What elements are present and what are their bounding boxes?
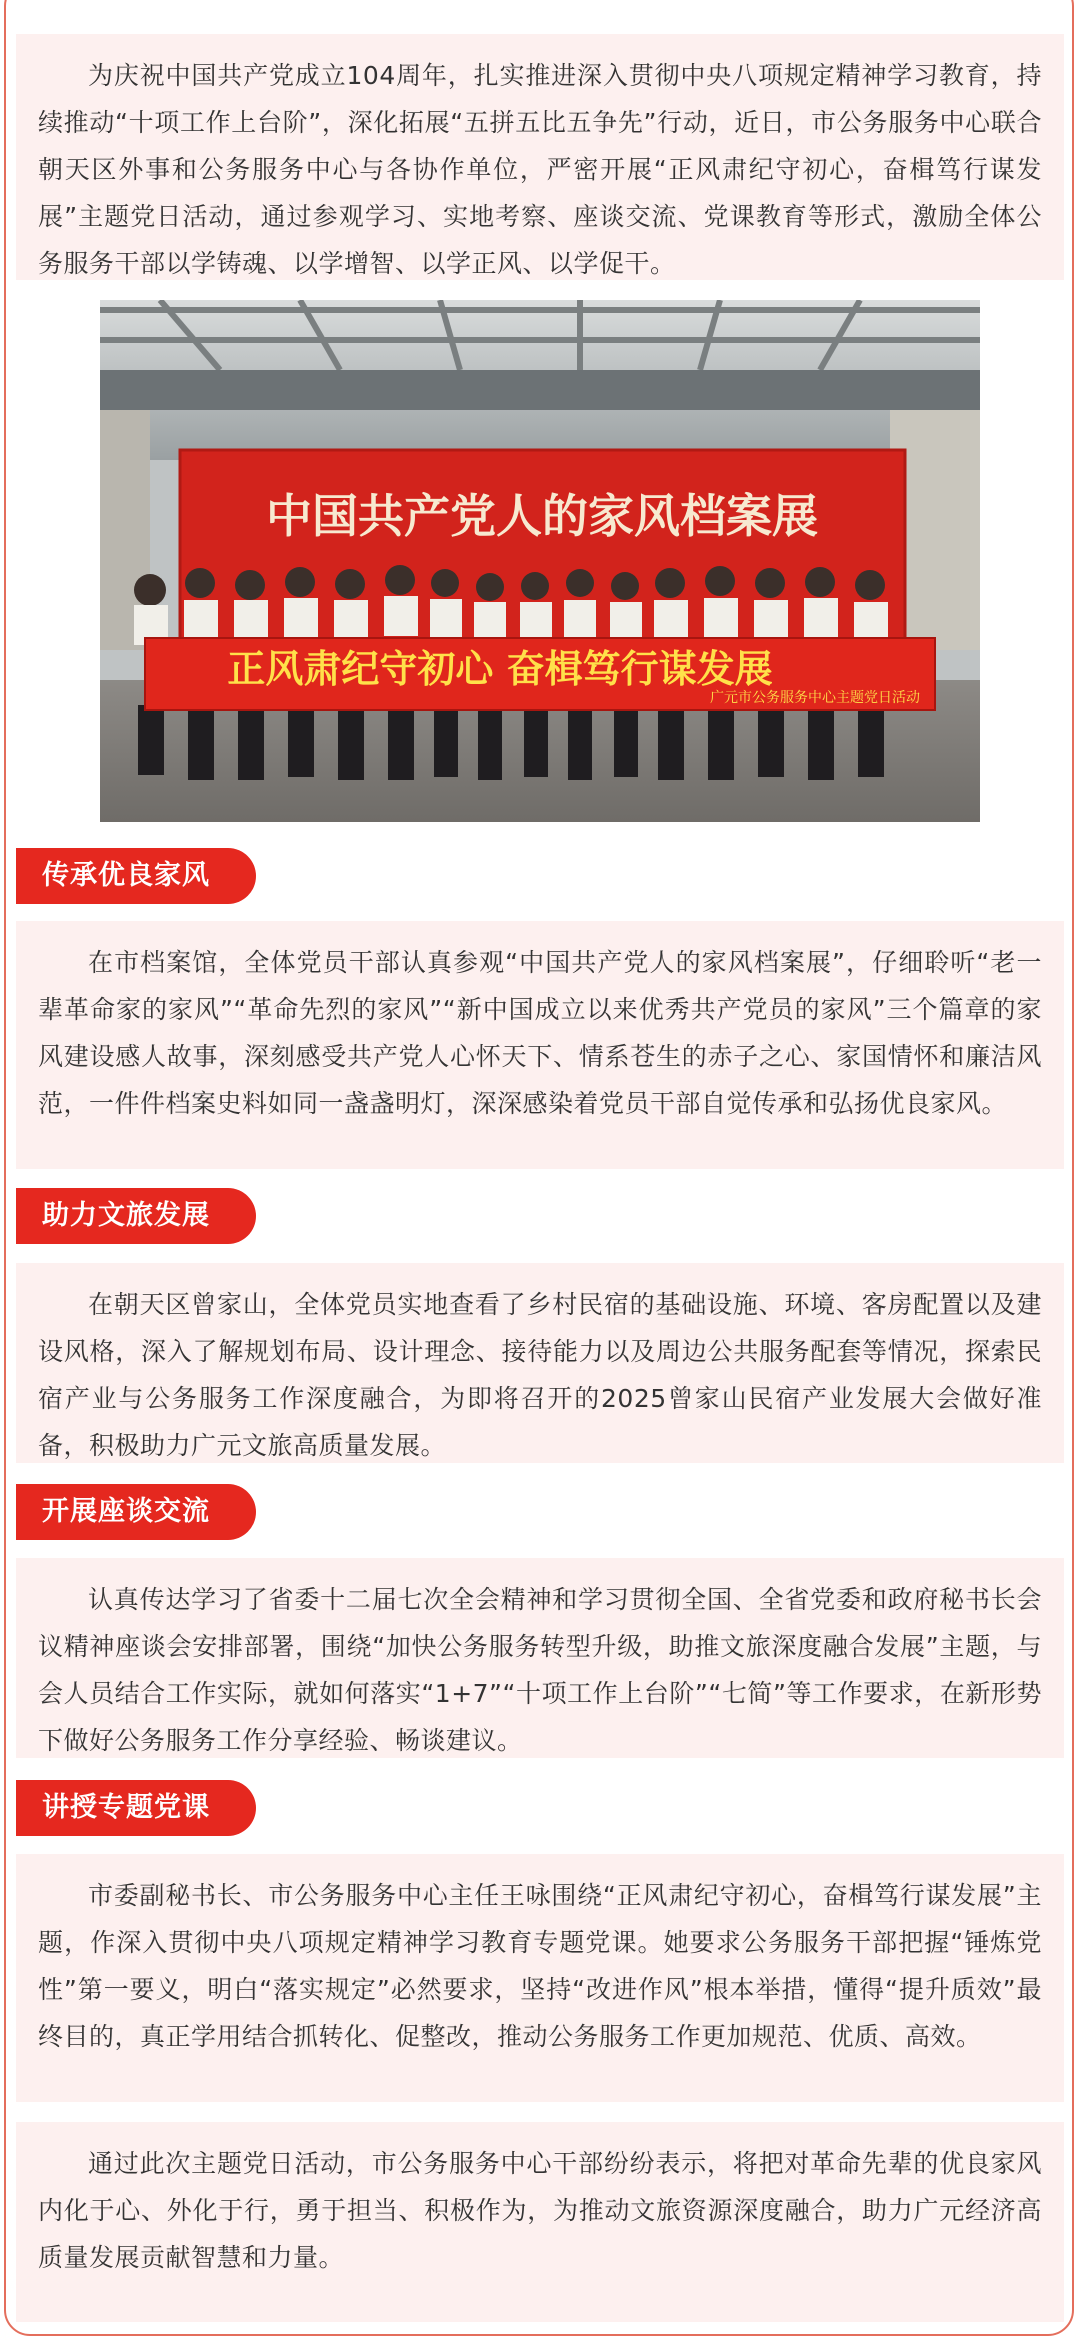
section-text-tourism: 在朝天区曾家山，全体党员实地查看了乡村民宿的基础设施、环境、客房配置以及建设风格，深入了解规划布局、设计理念、接待能力以及周边公共服务配套等情况，探索民宿产业与公务服务工作深度融合，为即将召开的2025曾家山民宿产业发展大会做好准备，积极助力广元文旅高质量发展。 (38, 1290, 1042, 1460)
section-block-lecture (16, 1854, 1064, 2102)
closing-text: 通过此次主题党日活动，市公务服务中心干部纷纷表示，将把对革命先辈的优良家风内化于心、外化于行，勇于担当、积极作为，为推动文旅资源深度融合，助力广元经济高质量发展贡献智慧和力量。 (38, 2149, 1042, 2272)
banner-sub-text: 广元市公务服务中心主题党日活动 (710, 690, 920, 706)
intro-block (16, 34, 1064, 280)
section-block-tourism (16, 1263, 1064, 1463)
section-text-discussion: 认真传达学习了省委十二届七次全会精神和学习贯彻全国、全省党委和政府秘书长会议精神座谈会安排部署，围绕“加快公务服务转型升级，助推文旅深度融合发展”主题，与会人员结合工作实际，就如何落实“1+7”“十项工作上台阶”“七简”等工作要求，在新形势下做好公务服务工作分享经验、畅谈建议。 (38, 1585, 1042, 1755)
intro-text: 为庆祝中国共产党成立104周年，扎实推进深入贯彻中央八项规定精神学习教育，持续推动“十项工作上台阶”，深化拓展“五拼五比五争先”行动，近日，市公务服务中心联合朝天区外事和公务服务中心与各协作单位，严密开展“正风肃纪守初心，奋楫笃行谋发展”主题党日活动，通过参观学习、实地考察、座谈交流、党课教育等形式，激励全体公务服务干部以学铸魂、以学增智、以学正风、以学促干。 (38, 61, 1042, 278)
section-tag-lecture: 讲授专题党课 (16, 1780, 256, 1836)
group-photo-illustration (100, 300, 980, 822)
wall-title: 中国共产党人的家风档案展 (266, 489, 818, 543)
section-block-heritage (16, 921, 1064, 1169)
section-block-discussion (16, 1558, 1064, 1758)
section-tag-heritage: 传承优良家风 (16, 848, 256, 904)
section-tag-discussion: 开展座谈交流 (16, 1484, 256, 1540)
banner-main-text: 正风肃纪守初心 奋楫笃行谋发展 (227, 647, 773, 691)
section-text-lecture: 市委副秘书长、市公务服务中心主任王咏围绕“正风肃纪守初心，奋楫笃行谋发展”主题，作深入贯彻中央八项规定精神学习教育专题党课。她要求公务服务干部把握“锤炼党性”第一要义，明白“落实规定”必然要求，坚持“改进作风”根本举措，懂得“提升质效”最终目的，真正学用结合抓转化、促整改，推动公务服务工作更加规范、优质、高效。 (38, 1881, 1042, 2051)
section-tag-tourism: 助力文旅发展 (16, 1188, 256, 1244)
group-photo (100, 300, 980, 822)
closing-block (16, 2122, 1064, 2322)
section-text-heritage: 在市档案馆，全体党员干部认真参观“中国共产党人的家风档案展”，仔细聆听“老一辈革命家的家风”“革命先烈的家风”“新中国成立以来优秀共产党员的家风”三个篇章的家风建设感人故事，深刻感受共产党人心怀天下、情系苍生的赤子之心、家国情怀和廉洁风范，一件件档案史料如同一盏盏明灯，深深感染着党员干部自觉传承和弘扬优良家风。 (38, 948, 1042, 1118)
